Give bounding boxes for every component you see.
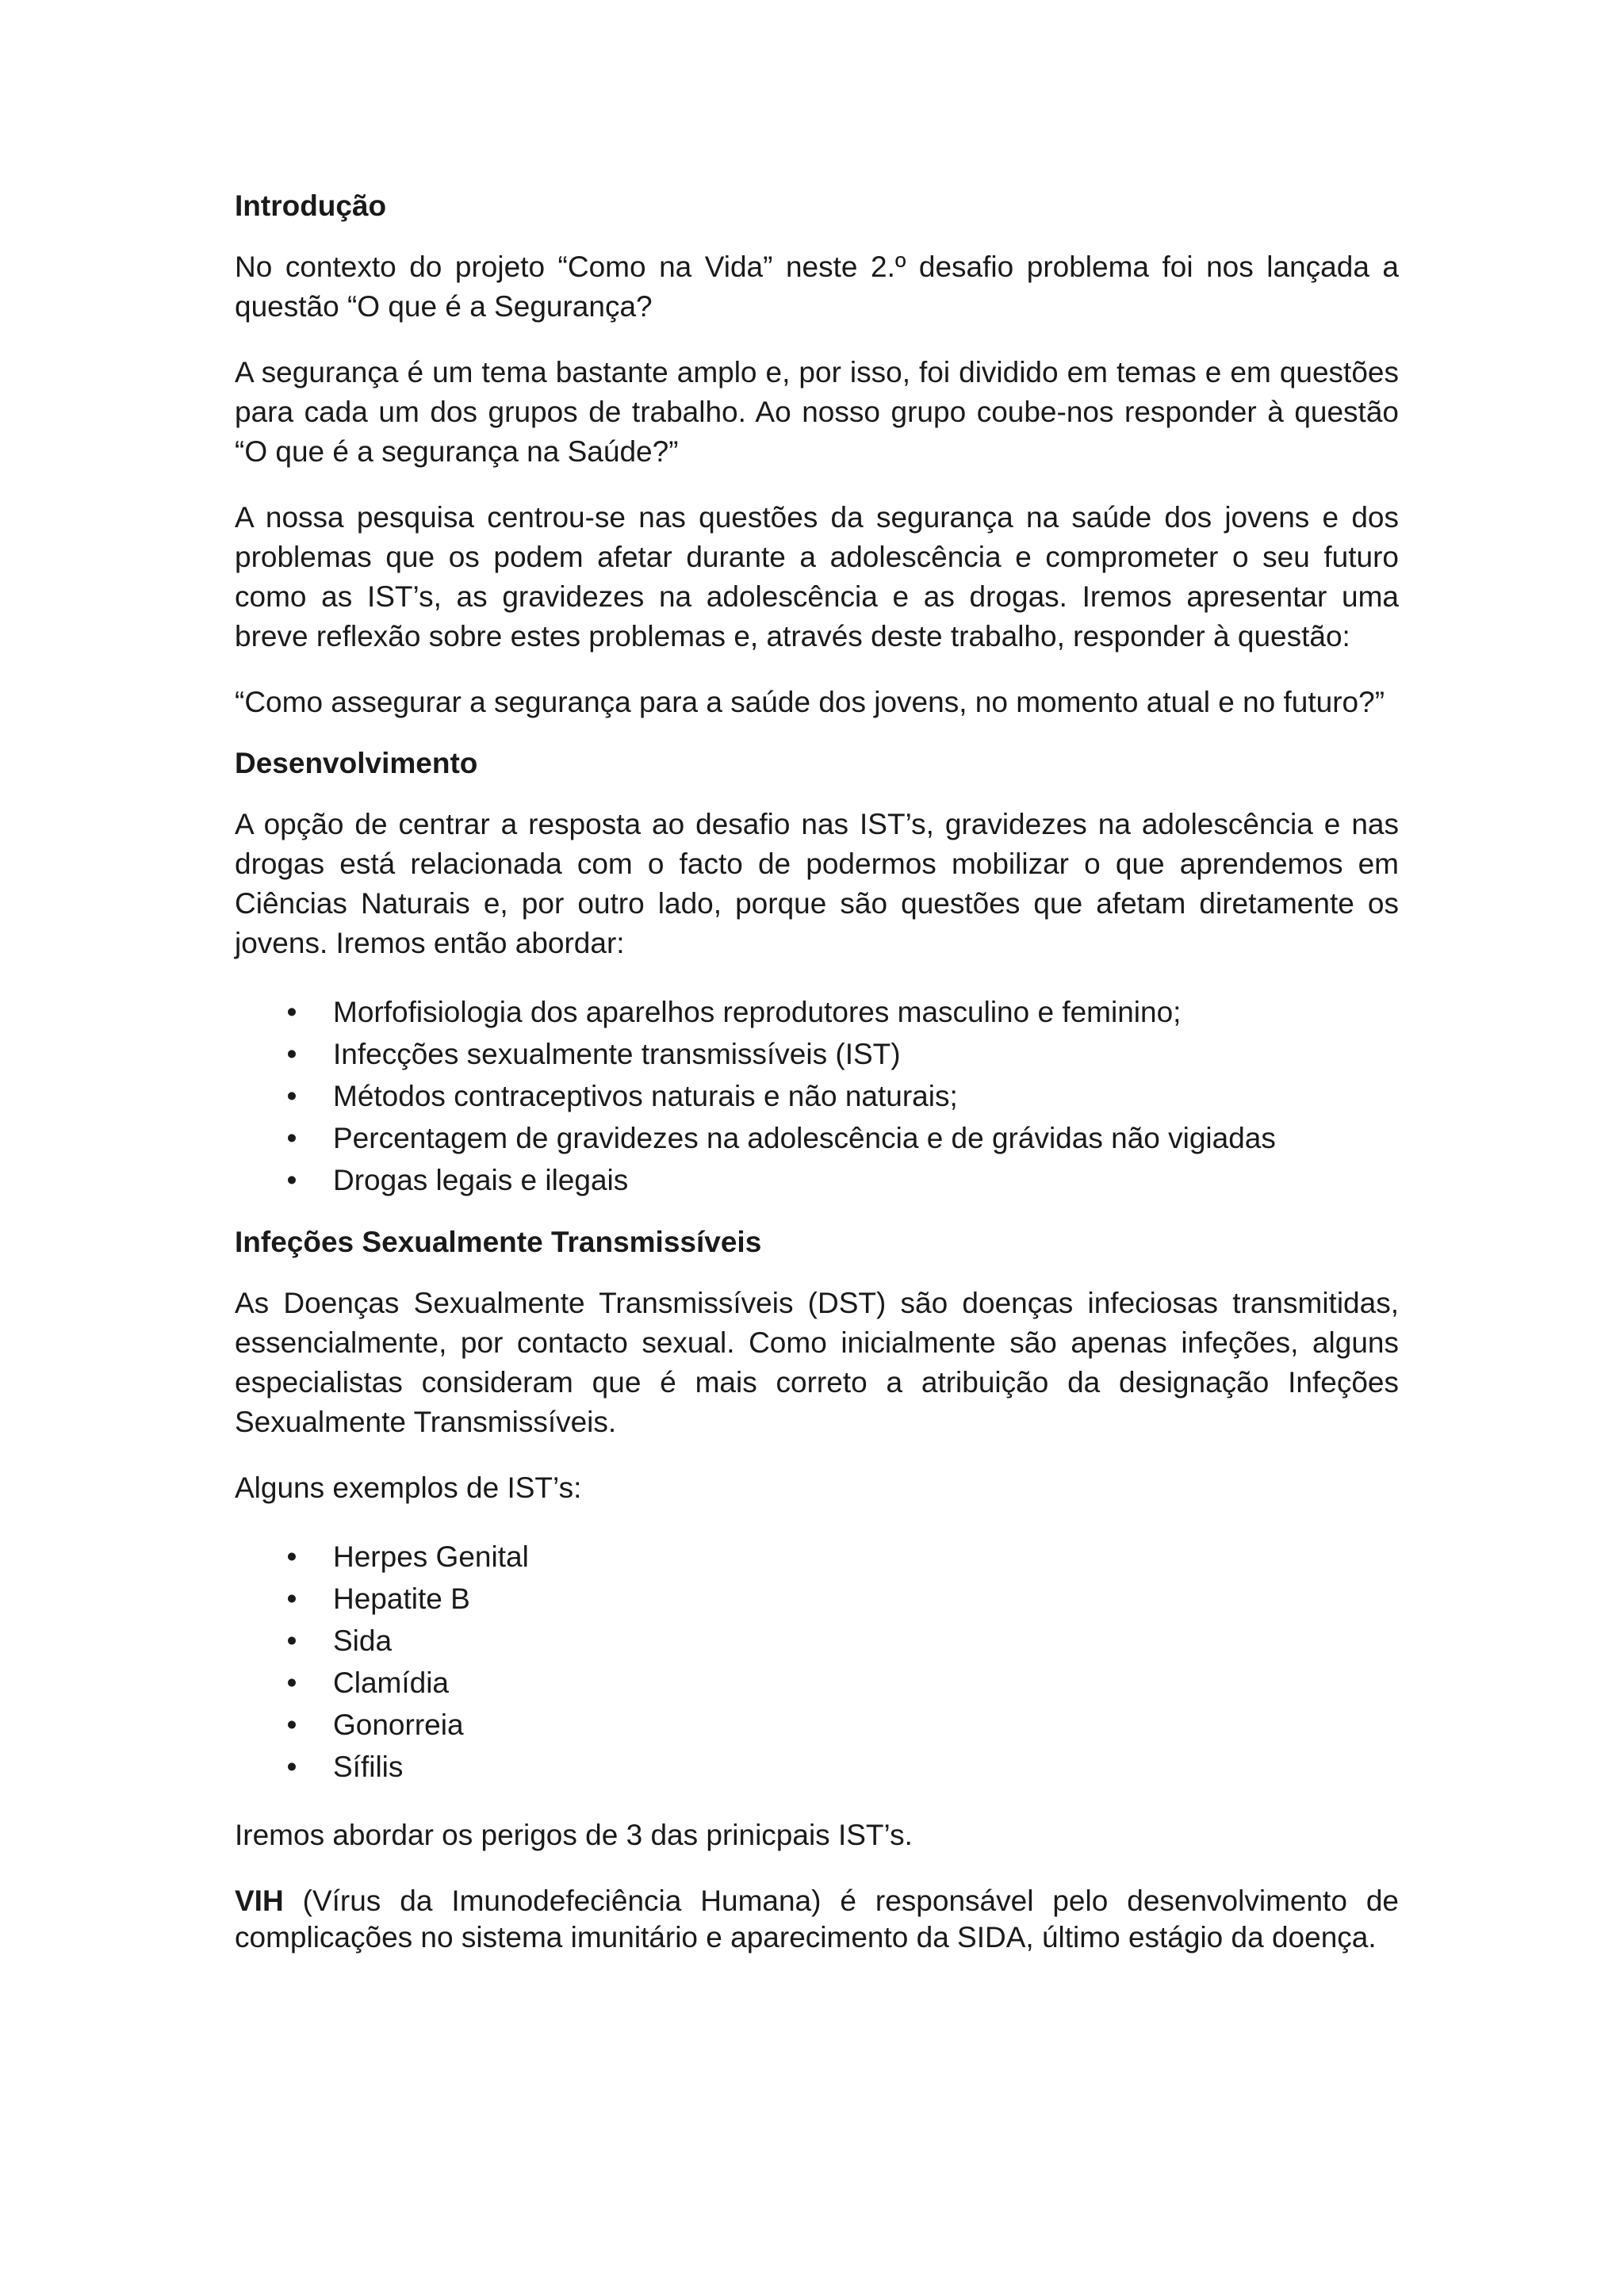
list-item-text: Morfofisiologia dos aparelhos reprodutores masculino e feminino; — [333, 996, 1182, 1028]
bullet-icon: • — [286, 1709, 297, 1741]
intro-question: “Como assegurar a segurança para a saúde dos jovens, no momento atual e no futuro?” — [235, 686, 1385, 718]
ist-paragraph-3: Iremos abordar os perigos de 3 das prinicpais IST’s. — [235, 1819, 913, 1851]
list-item-text: Herpes Genital — [333, 1540, 529, 1573]
heading-introducao: Introdução — [235, 189, 387, 222]
list-item — [235, 1536, 1399, 1578]
ist-paragraph-1: As Doenças Sexualmente Transmissíveis (DST) são doenças infeciosas transmitidas, essencialmente, por contacto sexual. Como inicialmente são apenas infeções, alguns especialistas consideram que é mais correto a atribuição da designação Infeções Sexualmente Transmissíveis. — [235, 1287, 1399, 1438]
intro-paragraph-1: No contexto do projeto “Como na Vida” neste 2.º desafio problema foi nos lançada a questão “O que é a Segurança? — [235, 251, 1399, 323]
bullet-icon: • — [286, 1667, 297, 1699]
list-item-text: Infecções sexualmente transmissíveis (IST) — [333, 1038, 901, 1070]
intro-paragraph-2: A segurança é um tema bastante amplo e, por isso, foi dividido em temas e em questões para cada um dos grupos de trabalho. Ao nosso grupo coube-nos responder à questão “O que é a segurança na Saúde?” — [235, 356, 1399, 468]
bullet-icon: • — [286, 1624, 297, 1657]
bullet-icon: • — [286, 1582, 297, 1615]
bullet-icon: • — [286, 1164, 297, 1196]
vih-description: (Vírus da Imunodefeciência Humana) é responsável pelo desenvolvimento de complicações no sistema imunitário e aparecimento da SIDA, último estágio da doença. — [235, 1885, 1399, 1954]
list-item-text: Clamídia — [333, 1667, 449, 1699]
vih-paragraph — [235, 1883, 1399, 1956]
list-item-text: Sífilis — [333, 1751, 404, 1783]
ist-examples-list — [235, 1536, 1399, 1788]
list-item — [235, 1033, 1399, 1075]
bullet-icon: • — [286, 1122, 297, 1154]
list-item-text: Hepatite B — [333, 1582, 470, 1615]
bullet-icon: • — [286, 1540, 297, 1573]
bullet-icon: • — [286, 1080, 297, 1112]
topics-list — [235, 991, 1399, 1201]
bullet-icon: • — [286, 1038, 297, 1070]
list-item — [235, 1620, 1399, 1662]
list-item — [235, 1578, 1399, 1620]
heading-desenvolvimento: Desenvolvimento — [235, 747, 478, 779]
document-page — [235, 186, 1399, 1956]
list-item — [235, 1704, 1399, 1746]
heading-infecoes: Infeções Sexualmente Transmissíveis — [235, 1226, 762, 1258]
ist-paragraph-2: Alguns exemplos de IST’s: — [235, 1471, 582, 1504]
list-item — [235, 991, 1399, 1033]
list-item-text: Sida — [333, 1624, 393, 1657]
list-item-text: Drogas legais e ilegais — [333, 1164, 629, 1196]
bullet-icon: • — [286, 996, 297, 1028]
list-item — [235, 1662, 1399, 1704]
list-item-text: Percentagem de gravidezes na adolescência e de grávidas não vigiadas — [333, 1122, 1276, 1154]
list-item — [235, 1117, 1399, 1159]
list-item-text: Métodos contraceptivos naturais e não naturais; — [333, 1080, 958, 1112]
bullet-icon: • — [286, 1751, 297, 1783]
list-item — [235, 1746, 1399, 1788]
list-item — [235, 1075, 1399, 1117]
development-paragraph-1: A opção de centrar a resposta ao desafio nas IST’s, gravidezes na adolescência e nas drogas está relacionada com o facto de podermos mobilizar o que aprendemos em Ciências Naturais e, por outro lado, porque são questões que afetam diretamente os jovens. Iremos então abordar: — [235, 808, 1399, 959]
list-item — [235, 1159, 1399, 1201]
vih-term: VIH — [235, 1885, 284, 1917]
intro-paragraph-3: A nossa pesquisa centrou-se nas questões da segurança na saúde dos jovens e dos problemas que os podem afetar durante a adolescência e comprometer o seu futuro como as IST’s, as gravidezes na adolescência e as drogas. Iremos apresentar uma breve reflexão sobre estes problemas e, através deste trabalho, responder à questão: — [235, 501, 1399, 652]
list-item-text: Gonorreia — [333, 1709, 464, 1741]
